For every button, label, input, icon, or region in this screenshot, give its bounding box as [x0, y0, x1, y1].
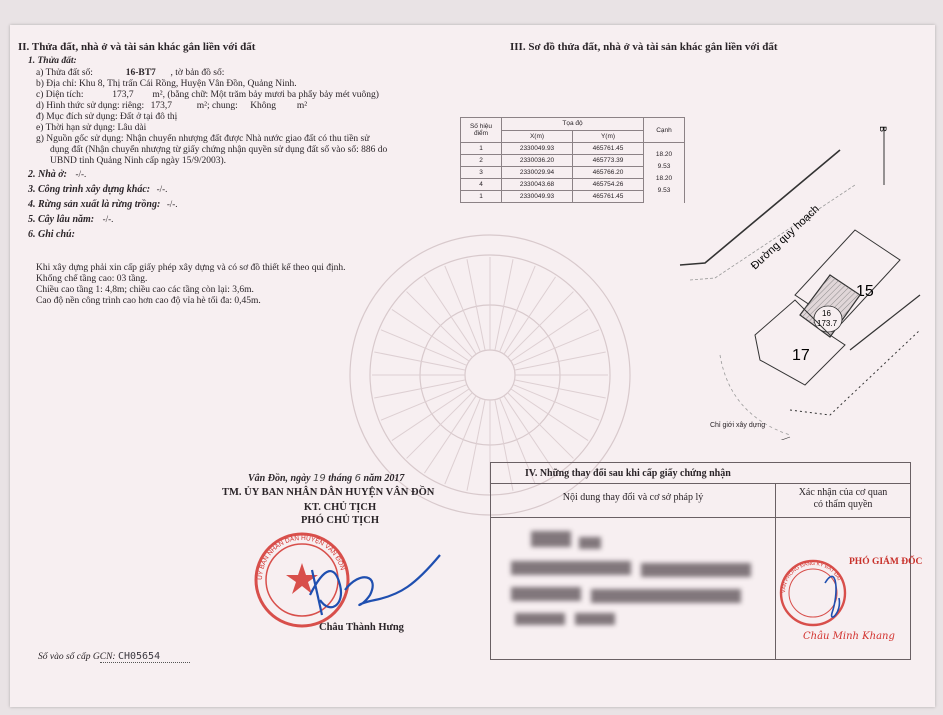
seal-text: ỦY BAN NHÂN DÂN HUYỆN VÂN ĐỒN: [256, 534, 346, 581]
cell-y: 465754.26: [573, 179, 644, 191]
usage-unit-private: m²; chung:: [196, 101, 238, 111]
issuing-org: TM. ỦY BAN NHÂN DÂN HUYỆN VÂN ĐỒN: [222, 487, 435, 498]
cell-edge: 9.53: [644, 185, 685, 197]
build-limit-line: [790, 330, 920, 415]
stamp-signature-stroke: [825, 576, 839, 617]
date-day: 19: [313, 473, 326, 484]
perennial-label: 5. Cây lâu năm:: [28, 214, 95, 225]
lot16-area: 173.7: [817, 319, 838, 328]
changes-col-content: Nội dung thay đổi và cơ sở pháp lý: [562, 492, 704, 503]
cell-y: 465766.20: [573, 167, 644, 179]
cell-p: 4: [461, 179, 502, 191]
cell-p: 1: [461, 143, 502, 155]
cell-x: 2330043.68: [502, 179, 573, 191]
signer-role-2: PHÓ CHỦ TỊCH: [301, 515, 379, 526]
area-in-words: (bằng chữ: Một trăm bảy mươi ba phẩy bảy mét vuông): [167, 90, 379, 100]
area-unit: m²,: [152, 90, 165, 100]
section2-title: II. Thửa đất, nhà ở và tài sản khác gắn liền với đất: [18, 41, 256, 53]
road-center: [690, 185, 855, 280]
stamp-seal-text: VĂN PHÒNG ĐĂNG KÝ ĐẤT ĐAI: [780, 560, 842, 594]
note-line-3: Chiều cao tầng 1: 4,8m; chiều cao các tầng còn lại: 3,6m.: [36, 285, 254, 295]
forest-item: [28, 199, 178, 210]
land-number-label: a) Thửa đất số:: [36, 68, 93, 78]
parcel-diagram: [670, 115, 935, 440]
cell-x: 2330049.93: [502, 143, 573, 155]
cell-p: 1: [461, 191, 502, 203]
changes-col-confirm-2: có thẩm quyền: [813, 499, 873, 510]
stamp-signer-name: Châu Minh Khang: [803, 631, 895, 642]
signing-place: Vân Đồn,: [248, 473, 289, 484]
land-number-line: [36, 68, 224, 79]
cell-edge: 9.53: [644, 161, 685, 173]
note-line-2: Khống chế tầng cao: 03 tầng.: [36, 274, 148, 284]
perennial-value: -/-.: [102, 214, 114, 224]
note-line-1: Khi xây dựng phải xin cấp giấy phép xây dựng và có sơ đồ thiết kế theo qui định.: [36, 263, 346, 273]
usage-form-line: [36, 101, 307, 112]
note-line-4: Cao độ nền công trình cao hơn cao độ vỉa hè tối đa: 0,45m.: [36, 296, 261, 306]
area-label: c) Diện tích:: [36, 90, 84, 100]
section4-title: IV. Những thay đổi sau khi cấp giấy chứng nhận: [525, 468, 731, 479]
usage-common-value: Không: [250, 101, 277, 111]
register-number: [38, 651, 160, 662]
cell-y: 465761.45: [573, 143, 644, 155]
north-label: B: [878, 126, 888, 133]
cell-y: 465773.39: [573, 155, 644, 167]
col-y-header: Y(m): [573, 130, 644, 143]
usage-unit-common: m²: [296, 101, 308, 111]
cell-x: 2330036.20: [502, 155, 573, 167]
changes-header: [491, 463, 910, 484]
land-heading: 1. Thửa đất:: [28, 56, 77, 66]
date-month: 6: [354, 473, 362, 484]
date-day-label: ngày: [290, 473, 311, 484]
cell-edge: 18.20: [644, 173, 685, 185]
origin-line-1: g) Nguồn gốc sử dụng: Nhận chuyển nhượng đất được Nhà nước giao đất có thu tiền sử: [36, 134, 370, 144]
register-value: CH05654: [117, 651, 161, 662]
signing-date: [248, 473, 404, 484]
house-value: -/-.: [75, 169, 87, 179]
certificate-page: [10, 25, 935, 707]
lot17-label: 17: [792, 347, 810, 364]
cell-x: 2330049.93: [502, 191, 573, 203]
origin-line-3: UBND tỉnh Quảng Ninh cấp ngày 15/9/2003).: [50, 156, 226, 166]
usage-form-label: d) Hình thức sử dụng: riêng:: [36, 101, 145, 111]
official-seal-and-signature: [250, 525, 460, 635]
changes-col-confirm-1: Xác nhận của cơ quan: [798, 487, 888, 498]
cell-edge: 18.20: [644, 149, 685, 161]
cell-x: 2330029.94: [502, 167, 573, 179]
col-coord-header: Tọa độ: [502, 118, 644, 131]
signer-name: Châu Thành Hưng: [319, 622, 404, 633]
col-point-header: Số hiệu điểm: [461, 118, 502, 143]
forest-label: 4. Rừng sản xuất là rừng trồng:: [28, 199, 161, 210]
other-construction-label: 3. Công trình xây dựng khác:: [28, 184, 151, 195]
signature-stroke: [310, 555, 440, 615]
house-label: 2. Nhà ở:: [28, 169, 67, 180]
cell-p: 3: [461, 167, 502, 179]
notes-heading: 6. Ghi chú:: [28, 229, 75, 240]
other-construction-item: [28, 184, 167, 195]
signer-role-1: KT. CHỦ TỊCH: [303, 502, 377, 513]
date-year-label: năm: [363, 473, 382, 484]
stamp-role: PHÓ GIÁM ĐỐC: [849, 557, 923, 567]
col-x-header: X(m): [502, 130, 573, 143]
cell-y: 465761.45: [573, 191, 644, 203]
section3-title: III. Sơ đồ thửa đất, nhà ở và tài sản khác gắn liền với đất: [510, 41, 778, 53]
date-year: 2017: [384, 473, 405, 484]
usage-term-line: e) Thời hạn sử dụng: Lâu dài: [36, 123, 147, 133]
land-number-value: 16-BT7: [125, 68, 156, 78]
perennial-item: [28, 214, 113, 225]
build-limit-label: Chỉ giới xây dựng: [710, 422, 766, 429]
changes-table: [490, 462, 923, 660]
other-construction-value: -/-.: [156, 184, 168, 194]
house-item: [28, 169, 86, 180]
road-label: Đường quy hoạch: [748, 203, 822, 273]
origin-line-2: dụng đất (Nhận chuyển nhượng từ giấy chứng nhận quyền sử dụng đất số vào sổ: 886 do: [50, 145, 388, 155]
area-value: 173,7: [112, 90, 134, 100]
date-month-label: tháng: [328, 473, 353, 484]
cell-p: 2: [461, 155, 502, 167]
usage-purpose-line: đ) Mục đích sử dụng: Đất ở tại đô thị: [36, 112, 178, 122]
map-sheet-label: , tờ bản đồ số:: [170, 68, 225, 78]
register-label: Số vào sổ cấp GCN:: [38, 652, 116, 662]
address-line: b) Địa chỉ: Khu 8, Thị trấn Cái Rồng, Huyện Vân Đồn, Quảng Ninh.: [36, 79, 297, 89]
table-row: [461, 143, 685, 155]
forest-value: -/-.: [166, 199, 178, 209]
area-line: [36, 90, 379, 101]
lot15-label: 15: [856, 283, 874, 300]
usage-private-value: 173,7: [150, 101, 172, 111]
col-edge-header: Cạnh: [644, 118, 685, 143]
coordinate-table: [460, 117, 685, 203]
lot16-number: 16: [822, 309, 831, 318]
register-underline: [100, 662, 190, 663]
